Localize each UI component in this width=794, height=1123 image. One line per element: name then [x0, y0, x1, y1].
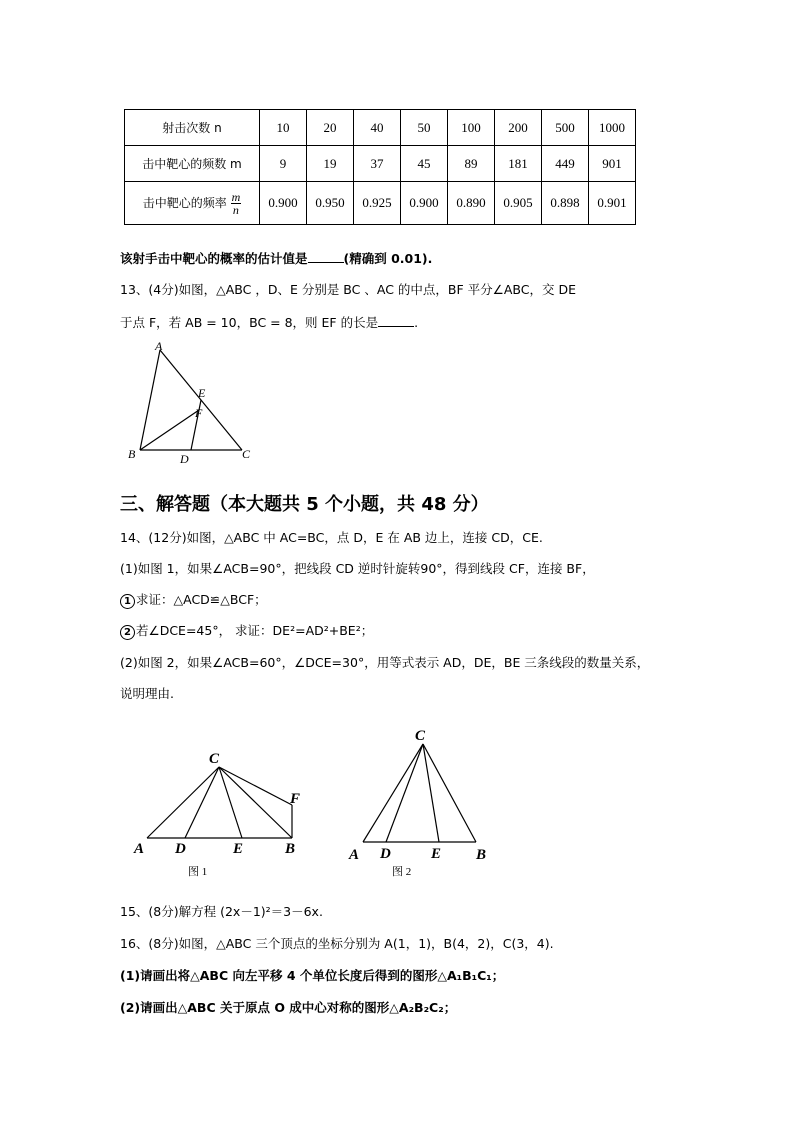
segment-ac — [363, 744, 423, 842]
table-cell: 0.925 — [354, 182, 401, 225]
q14-line6: 说明理由. — [120, 686, 174, 701]
table-row — [125, 110, 636, 146]
label-a: A — [134, 841, 145, 857]
q16-line3: (2)请画出△ABC 关于原点 O 成中心对称的图形△A₂B₂C₂； — [120, 1000, 457, 1015]
table-cell: 100 — [448, 110, 495, 146]
segment-ab — [140, 350, 160, 450]
label-d: D — [175, 841, 186, 857]
answer-blank — [308, 250, 344, 263]
q12-answer-line — [120, 250, 432, 267]
q12-precision: (精确到 0.01). — [343, 251, 433, 266]
row-header: 击中靶心的频数 m — [125, 146, 260, 182]
q13-text: 于点 F，若 AB = 10，BC = 8，则 EF 的长是 — [120, 315, 379, 330]
table-cell: 500 — [542, 110, 589, 146]
table-cell: 0.900 — [401, 182, 448, 225]
table-cell: 0.901 — [589, 182, 636, 225]
table-cell: 37 — [354, 146, 401, 182]
label-c: C — [209, 751, 220, 767]
table-cell: 449 — [542, 146, 589, 182]
segment-cd — [185, 767, 219, 838]
figure-caption: 图 1 — [188, 866, 208, 878]
label-d: D — [180, 452, 189, 466]
row-header: 射击次数 n — [125, 110, 260, 146]
q13-line1: 13、(4分)如图，△ABC ，D、E 分别是 BC 、AC 的中点，BF 平分∠ABC，交 DE — [120, 282, 576, 297]
q14-line5: (2)如图 2，如果∠ACB=60°，∠DCE=30°，用等式表示 AD，DE，BE 三条线段的数量关系， — [120, 655, 650, 670]
table-cell: 19 — [307, 146, 354, 182]
label-c: C — [242, 447, 251, 461]
row-header-label: 击中靶心的频率 — [142, 195, 227, 210]
q13-triangle-figure — [120, 338, 260, 468]
row-header — [125, 182, 260, 225]
label-e: E — [198, 386, 206, 400]
table-cell: 45 — [401, 146, 448, 182]
label-a: A — [349, 847, 360, 863]
label-f: F — [195, 406, 203, 420]
segment-cd — [386, 744, 423, 842]
label-e: E — [431, 846, 442, 862]
q14-item1-text: 求证：△ACD≌△BCF； — [136, 592, 267, 607]
fraction — [231, 191, 242, 216]
table-cell: 10 — [260, 110, 307, 146]
table-row — [125, 146, 636, 182]
figure-caption: 图 2 — [392, 866, 412, 878]
q14-item1 — [120, 592, 267, 609]
table-cell: 9 — [260, 146, 307, 182]
fraction-denominator: n — [232, 202, 239, 217]
frequency-table — [124, 109, 636, 225]
label-e: E — [233, 841, 244, 857]
q14-line2: (1)如图 1，如果∠ACB=90°，把线段 CD 逆时针旋转90°，得到线段 CF，连接 BF， — [120, 561, 595, 576]
section-title: 三、解答题（本大题共 5 个小题，共 48 分） — [120, 494, 489, 515]
answer-blank — [378, 314, 414, 327]
table-cell: 0.905 — [495, 182, 542, 225]
label-c: C — [415, 728, 426, 744]
fraction-numerator: m — [231, 189, 241, 204]
table-cell: 40 — [354, 110, 401, 146]
table-cell: 20 — [307, 110, 354, 146]
label-d: D — [380, 846, 391, 862]
table-row — [125, 182, 636, 225]
q14-figure-2 — [345, 722, 505, 880]
table-cell: 0.900 — [260, 182, 307, 225]
table-cell: 0.950 — [307, 182, 354, 225]
table-cell: 0.890 — [448, 182, 495, 225]
q15-line: 15、(8分)解方程 (2x－1)²＝3－6x. — [120, 904, 323, 919]
label-f: F — [290, 791, 301, 807]
label-a: A — [155, 339, 163, 353]
q16-line1: 16、(8分)如图，△ABC 三个顶点的坐标分别为 A(1，1)，B(4，2)，C(3，4). — [120, 936, 554, 951]
label-b: B — [285, 841, 296, 857]
table-cell: 901 — [589, 146, 636, 182]
segment-ac — [147, 767, 219, 838]
q14-item2 — [120, 623, 373, 640]
table-cell: 89 — [448, 146, 495, 182]
label-b: B — [476, 847, 487, 863]
table-cell: 1000 — [589, 110, 636, 146]
label-b: B — [128, 447, 136, 461]
q16-line2: (1)请画出将△ABC 向左平移 4 个单位长度后得到的图形△A₁B₁C₁； — [120, 968, 505, 983]
segment-bf — [140, 410, 199, 450]
table-cell: 181 — [495, 146, 542, 182]
circled-number: 1 — [120, 594, 135, 609]
q13-line2 — [120, 314, 418, 331]
table-cell: 50 — [401, 110, 448, 146]
table-cell: 0.898 — [542, 182, 589, 225]
q13-end: . — [414, 315, 419, 330]
q14-line1: 14、(12分)如图，△ABC 中 AC=BC，点 D，E 在 AB 边上，连接 CD，CE. — [120, 530, 543, 545]
q14-item2-text: 若∠DCE=45°， 求证：DE²=AD²+BE²； — [136, 623, 374, 638]
q14-figure-1 — [130, 745, 320, 880]
circled-number: 2 — [120, 625, 135, 640]
q12-text: 该射手击中靶心的概率的估计值是 — [120, 251, 308, 266]
table-cell: 200 — [495, 110, 542, 146]
